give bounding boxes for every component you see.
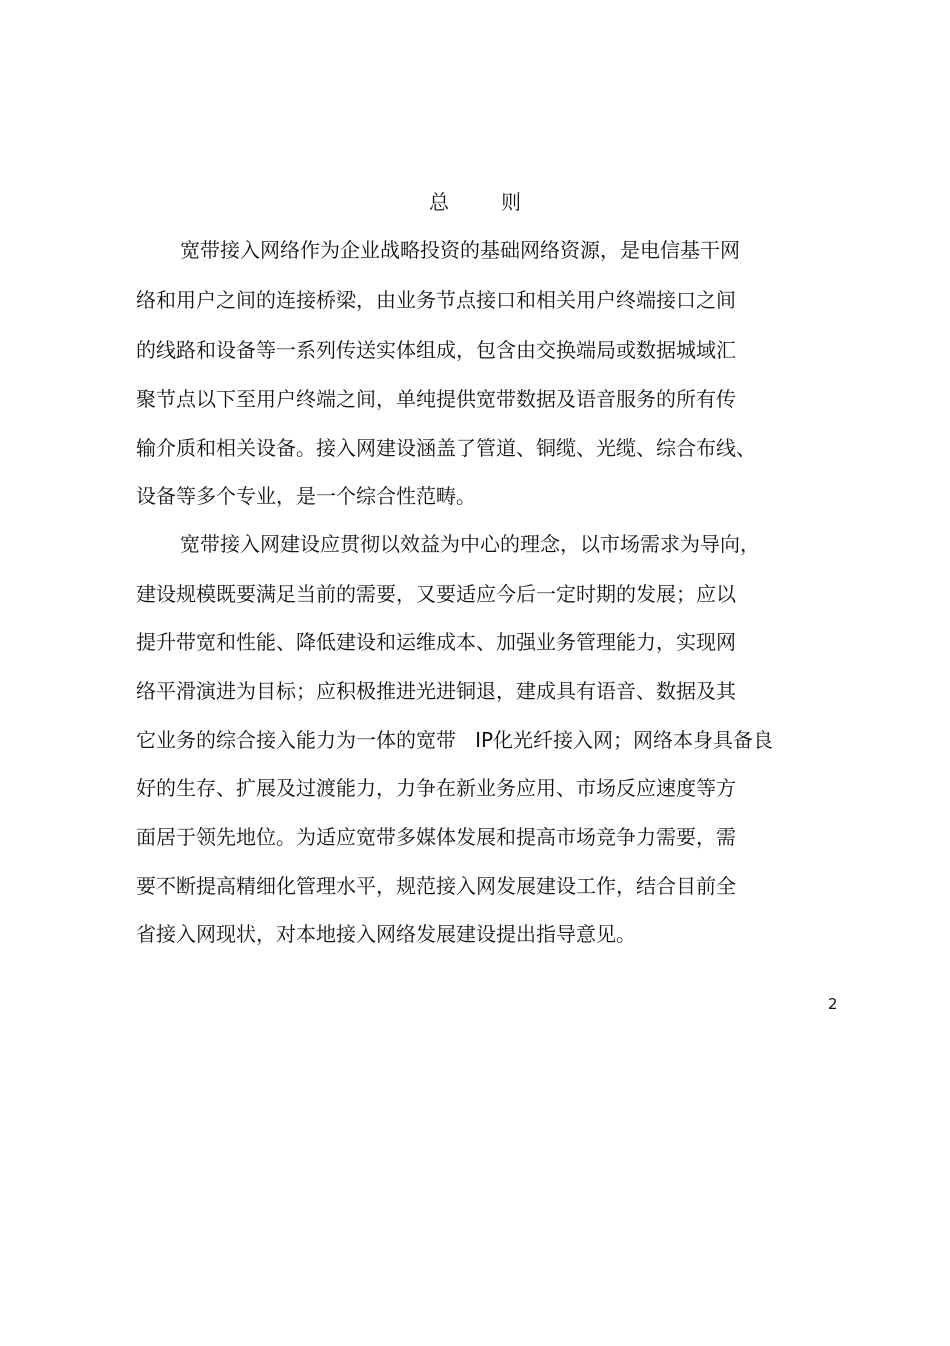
paragraph-line: 提升带宽和性能、降低建设和运维成本、加强业务管理能力，实现网 [136,630,736,654]
paragraph-line: 它业务的综合接入能力为一体的宽带 IP化光纤接入网；网络本身具备良 [136,728,774,752]
paragraph-line: 面居于领先地位。为适应宽带多媒体发展和提高市场竞争力需要，需 [136,825,736,849]
paragraph-line: 络和用户之间的连接桥梁，由业务节点接口和相关用户终端接口之间 [136,288,736,312]
page-number: 2 [828,995,838,1013]
paragraph-line: 的线路和设备等一系列传送实体组成，包含由交换端局或数据城域汇 [136,338,736,362]
paragraph-line: 聚节点以下至用户终端之间，单纯提供宽带数据及语音服务的所有传 [136,387,736,411]
paragraph-line: 要不断提高精细化管理水平，规范接入网发展建设工作，结合目前全 [136,874,736,898]
paragraph-line: 输介质和相关设备。接入网建设涵盖了管道、铜缆、光缆、综合布线、 [136,436,756,460]
paragraph-line: 省接入网现状，对本地接入网络发展建设提出指导意见。 [136,922,636,946]
title-char-1: 总 [429,190,449,214]
section-title [0,188,950,216]
paragraph-line: 宽带接入网建设应贯彻以效益为中心的理念，以市场需求为导向， [180,532,760,556]
paragraph-line: 设备等多个专业，是一个综合性范畴。 [136,484,476,508]
title-char-2: 则 [501,190,521,214]
paragraph-line: 络平滑演进为目标；应积极推进光进铜退，建成具有语音、数据及其 [136,679,736,703]
paragraph-line: 宽带接入网络作为企业战略投资的基础网络资源，是电信基干网 [180,238,740,262]
paragraph-line: 好的生存、扩展及过渡能力，力争在新业务应用、市场反应速度等方 [136,776,736,800]
paragraph-line: 建设规模既要满足当前的需要，又要适应今后一定时期的发展；应以 [136,582,736,606]
